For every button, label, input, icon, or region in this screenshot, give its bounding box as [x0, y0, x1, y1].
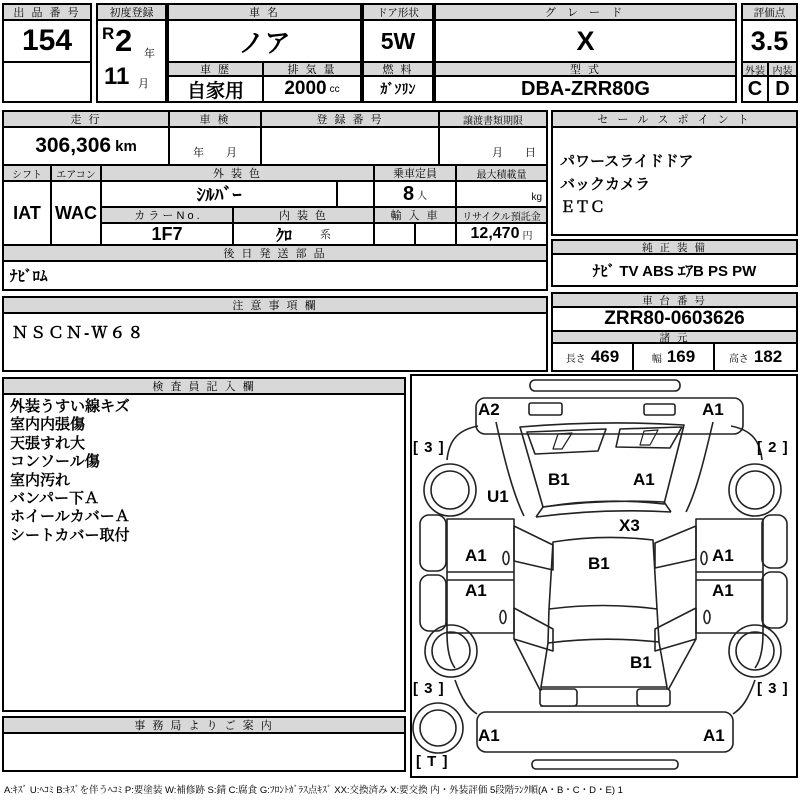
- interior-color-value: ｸﾛ 系: [234, 224, 375, 246]
- history-value: 自家用: [169, 77, 264, 101]
- grade-box: [434, 3, 737, 103]
- car-top-view-drawing: [412, 376, 796, 776]
- damage-label: A1: [702, 400, 724, 419]
- office-notice-box: [2, 716, 406, 772]
- shift-label: シフト: [4, 166, 52, 182]
- model-code-value: DBA-ZRR80G: [521, 77, 650, 100]
- payload-label: 最大積載量: [457, 166, 546, 182]
- score-label: 評価点: [743, 5, 796, 21]
- notes-value: ＮＳＣＮ-Ｗ６８: [12, 325, 146, 342]
- damage-diagram: [410, 374, 798, 778]
- color-no-label: カ ラ ー N o .: [102, 208, 234, 224]
- transfer-docs-value: 月 日: [440, 128, 546, 166]
- inspector-note: 天張すれ大: [10, 434, 86, 452]
- notes-label: 注 意 事 項 欄: [4, 298, 546, 314]
- auction-number-label: 出 品 番 号: [4, 5, 90, 21]
- payload-value: kg: [457, 182, 546, 208]
- capacity-label: 乗車定員: [375, 166, 457, 182]
- exterior-color-empty-cell: [338, 182, 375, 208]
- aircon-value: WAC: [52, 182, 102, 246]
- office-notice-label: 事 務 局 よ り ご 案 内: [4, 718, 404, 734]
- damage-label: A1: [633, 470, 655, 489]
- recycle-fee-value: 12,470 円: [457, 224, 546, 246]
- capacity-value: 8 人: [375, 182, 457, 208]
- recycle-fee-label: リサイクル預託金: [457, 208, 546, 224]
- wheel-grade-label: [ 3 ]: [757, 680, 789, 697]
- inspector-note: 外装うすい線キズ: [10, 398, 130, 415]
- model-code-label: 型 式: [436, 61, 735, 77]
- chassis-number-label: 車 台 番 号: [553, 294, 796, 308]
- inspector-note: 室内汚れ: [10, 471, 71, 489]
- import-value-cell-1: [375, 224, 416, 246]
- chassis-box: [551, 292, 798, 372]
- damage-label: A1: [465, 546, 487, 565]
- year-unit: 年: [144, 48, 155, 60]
- displacement-label: 排 気 量: [264, 61, 360, 77]
- car-name-box: [167, 3, 362, 103]
- inspector-note: ホイールカバーＡ: [10, 508, 130, 526]
- later-parts-value: ﾅﾋﾞﾛﾑ: [10, 268, 48, 285]
- exterior-color-value: ｼﾙﾊﾞｰ: [102, 182, 338, 208]
- interior-color-label: 内 装 色: [234, 208, 375, 224]
- sales-point-label: セ ー ル ス ポ イ ン ト: [553, 112, 796, 128]
- grade-value: X: [576, 25, 595, 56]
- sales-point-list: [560, 150, 693, 219]
- inspector-note: 室内内張傷: [10, 416, 86, 434]
- first-registration-label: 初度登録: [98, 5, 165, 21]
- damage-label: B1: [548, 470, 570, 489]
- spec-width: 幅 169: [634, 344, 715, 370]
- mileage-label: 走 行: [4, 112, 170, 128]
- month-unit: 月: [138, 78, 149, 90]
- damage-label: B1: [588, 554, 610, 573]
- damage-label: A1: [703, 726, 725, 745]
- sales-point-item: バックカメラ: [560, 176, 651, 193]
- reg-month-value: 11: [104, 63, 130, 90]
- registration-number-label: 登 録 番 号: [262, 112, 440, 128]
- exterior-grade-value: C: [743, 77, 769, 101]
- damage-label: A1: [478, 726, 500, 745]
- inspector-note: バンパー下Ａ: [10, 490, 99, 508]
- auction-number-empty-cell: [4, 61, 90, 101]
- inspection-label: 車 検: [170, 112, 262, 128]
- damage-label: A1: [712, 581, 734, 600]
- exterior-color-label: 外 装 色: [102, 166, 375, 182]
- auction-number-value: 154: [21, 24, 73, 57]
- chassis-number-value: ZRR80-0603626: [604, 308, 745, 329]
- genuine-equipment-box: [551, 239, 798, 287]
- first-registration-box: [96, 3, 167, 103]
- wheel-grade-label: [ 2 ]: [757, 439, 789, 456]
- genuine-equipment-label: 純 正 装 備: [553, 241, 796, 255]
- shift-value: IAT: [4, 182, 52, 246]
- legend-text: A:ｷｽﾞ U:ﾍｺﾐ B:ｷｽﾞを伴うﾍｺﾐ P:要塗装 W:補修跡 S:錆 C:腐食 G:ﾌﾛﾝﾄｶﾞﾗｽ点ｷｽﾞ XX:交換済み X:要交換 内・外装評価 5段階ﾗﾝｸ順(A・B・C・D・E) 1: [4, 785, 623, 796]
- inspector-notes-box: [2, 377, 406, 712]
- damage-label: B1: [630, 653, 652, 672]
- damage-label: X3: [619, 516, 640, 535]
- interior-grade-value: D: [775, 77, 790, 100]
- registration-number-value: [262, 128, 440, 166]
- wheel-grade-label: [ 3 ]: [413, 439, 445, 456]
- reg-year-value: 2: [115, 23, 133, 58]
- color-no-value: 1F7: [102, 224, 234, 246]
- interior-grade-label: 内装: [769, 61, 796, 77]
- inspection-value: 年 月: [170, 128, 262, 166]
- exterior-grade-label: 外装: [743, 61, 769, 77]
- later-parts-label: 後 日 発 送 部 品: [4, 246, 546, 262]
- car-name-label: 車 名: [169, 5, 360, 21]
- sales-point-item: パワースライドドア: [560, 153, 694, 170]
- import-label: 輸 入 車: [375, 208, 457, 224]
- damage-label: A2: [478, 400, 500, 419]
- import-value-cell-2: [416, 224, 457, 246]
- notes-box: [2, 296, 548, 372]
- door-shape-value: 5W: [380, 27, 416, 54]
- displacement-value: 2000 cc: [284, 78, 340, 99]
- grade-label: グ レ ー ド: [436, 5, 735, 21]
- history-label: 車 歴: [169, 61, 264, 77]
- spec-length: 長さ 469: [553, 344, 634, 370]
- score-box: [741, 3, 798, 103]
- wheel-grade-label: [ 3 ]: [413, 680, 445, 697]
- aircon-label: エアコン: [52, 166, 102, 182]
- inspector-note: コンソール傷: [10, 453, 100, 471]
- spec-height: 高さ 182: [728, 347, 783, 366]
- spec-label: 諸 元: [553, 330, 796, 344]
- spare-tire-label: [ T ]: [416, 753, 449, 770]
- sales-point-box: [551, 110, 798, 236]
- inspector-notes-list: [10, 398, 130, 545]
- door-shape-box: [362, 3, 434, 103]
- era-value: R: [102, 24, 115, 43]
- damage-label: A1: [465, 581, 487, 600]
- damage-label: A1: [712, 546, 734, 565]
- transfer-docs-label: 譲渡書類期限: [440, 112, 546, 128]
- inspector-notes-label: 検 査 員 記 入 欄: [4, 379, 404, 395]
- sales-point-item: ＥＴＣ: [560, 199, 606, 216]
- mileage-value: 306,306 km: [4, 128, 170, 166]
- damage-label: U1: [487, 487, 509, 506]
- door-shape-label: ドア形状: [364, 5, 432, 21]
- genuine-equipment-value: ﾅﾋﾞ TV ABS ｴｱB PS PW: [592, 262, 757, 280]
- score-value: 3.5: [750, 25, 789, 56]
- auction-number-box: [2, 3, 92, 103]
- car-name-value: ノア: [238, 27, 291, 58]
- fuel-label: 燃 料: [364, 61, 432, 77]
- fuel-value: ｶﾞｿﾘﾝ: [380, 81, 416, 97]
- main-info-box: [2, 110, 548, 291]
- inspector-note: シートカバー取付: [10, 526, 130, 544]
